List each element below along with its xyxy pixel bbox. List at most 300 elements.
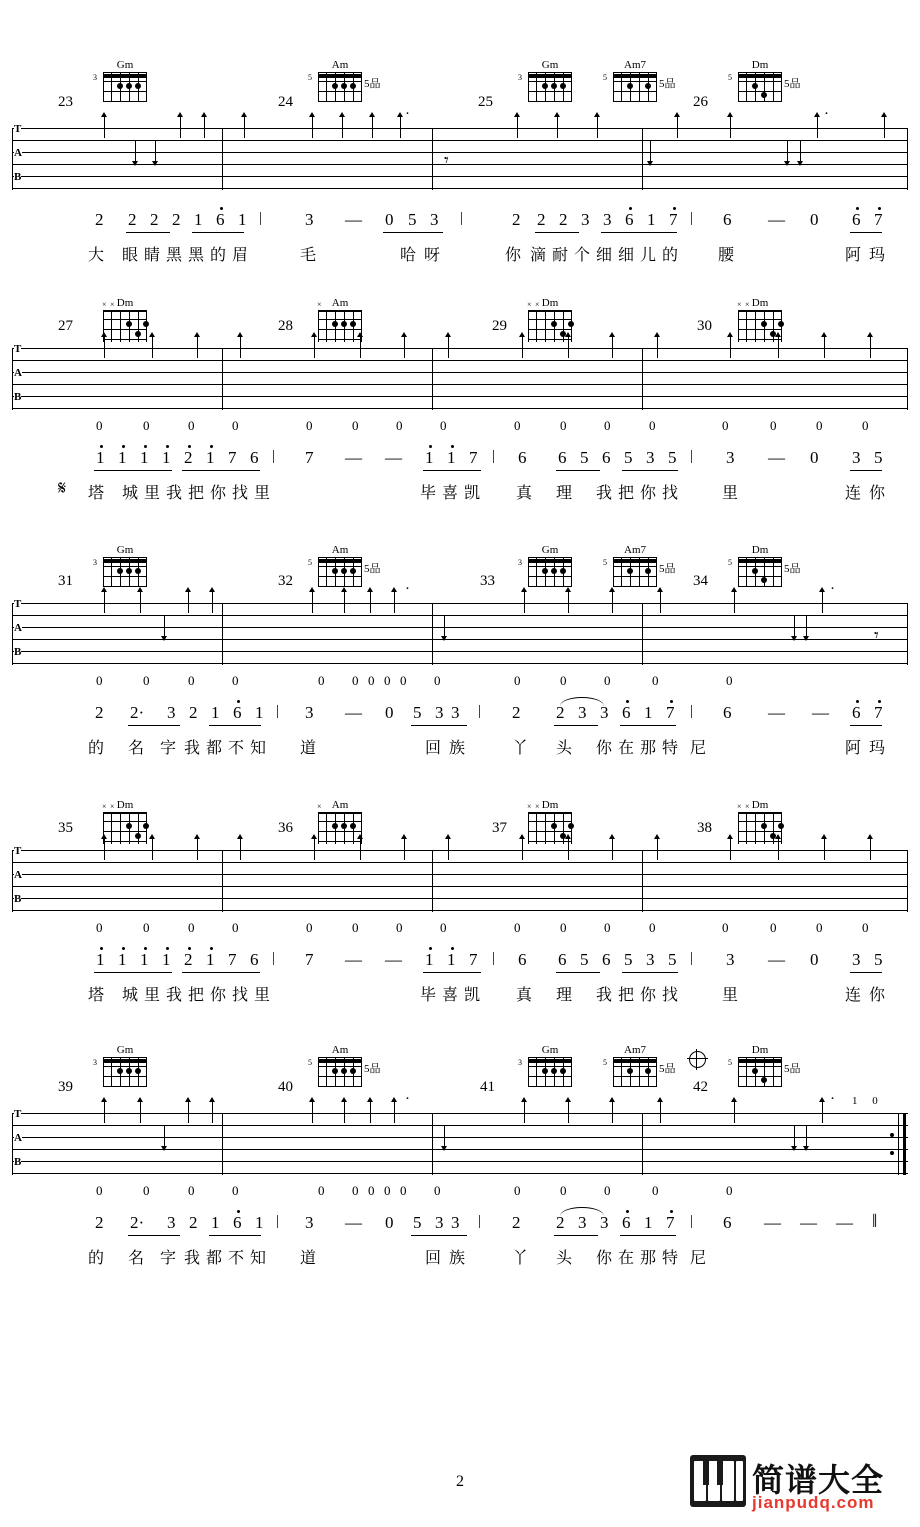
page-number: 2 <box>456 1473 464 1490</box>
dot-marking: · <box>830 1091 835 1107</box>
number-notation-row <box>0 703 920 729</box>
fret-digit: 0 <box>96 673 103 688</box>
lyric: 塔 <box>88 485 105 502</box>
note: 1 <box>140 448 149 467</box>
note: 6 <box>250 950 259 969</box>
strum-down-arrow <box>806 615 807 637</box>
note: 2· <box>130 1213 145 1232</box>
note: 3 <box>167 1213 176 1232</box>
lyric: 在 <box>618 740 635 757</box>
site-logo <box>690 1455 906 1513</box>
strum-up-arrow <box>404 336 405 358</box>
barline: | <box>492 448 496 464</box>
strum-down-arrow <box>444 615 445 637</box>
barline: | <box>276 1213 280 1229</box>
chord-grid <box>93 1057 147 1087</box>
note: 2 <box>95 703 104 722</box>
fret-digit: 0 <box>770 418 777 433</box>
measure-number: 30 <box>697 318 712 334</box>
lyric: 阿 <box>845 740 862 757</box>
tab-staff <box>12 343 908 410</box>
strum-up-arrow <box>140 591 141 613</box>
strum-up-arrow <box>822 1101 823 1123</box>
strum-down-arrow <box>650 140 651 162</box>
note: 6 <box>250 448 259 467</box>
lyric: 知 <box>250 1250 267 1267</box>
fret-number: 5 <box>308 1058 312 1067</box>
note: 2 <box>512 210 521 229</box>
chord-grid: × × <box>103 812 147 842</box>
measure-number: 34 <box>693 573 708 589</box>
lyric: 找 <box>232 485 249 502</box>
strum-up-arrow <box>817 116 818 138</box>
strum-up-arrow <box>568 591 569 613</box>
lyric: 都 <box>206 1250 223 1267</box>
strum-down-arrow <box>806 1125 807 1147</box>
chord-diagram <box>520 60 580 102</box>
strum-up-arrow <box>212 1101 213 1123</box>
fret-number: 5 <box>308 73 312 82</box>
strum-up-arrow <box>824 336 825 358</box>
lyric: 名 <box>128 740 145 757</box>
strum-up-arrow <box>344 591 345 613</box>
note: 5 <box>668 950 677 969</box>
fret-digit: 0 <box>306 920 313 935</box>
fret-number: 3 <box>93 558 97 567</box>
piano-icon <box>690 1455 746 1507</box>
measure-number: 25 <box>478 94 493 110</box>
lyric-row <box>0 242 920 268</box>
note: — <box>345 950 362 969</box>
lyric: 头 <box>556 740 573 757</box>
note: 3 <box>167 703 176 722</box>
strum-down-arrow <box>800 140 801 162</box>
strum-up-arrow <box>522 838 523 860</box>
note: 1 <box>206 448 215 467</box>
note: — <box>812 703 829 722</box>
chord-suffix: 5品 <box>784 1063 801 1075</box>
note: 2 <box>128 210 137 229</box>
lyric: 字 <box>160 1250 177 1267</box>
barline: | <box>272 950 276 966</box>
note: 7 <box>874 210 883 229</box>
chord-name: Am <box>331 799 349 811</box>
lyric: 玛 <box>869 247 886 264</box>
tab-letter-b: B <box>14 893 22 905</box>
strum-up-arrow <box>568 1101 569 1123</box>
note: 1 <box>647 210 656 229</box>
chord-grid <box>308 557 381 587</box>
fret-digit: 0 <box>143 673 150 688</box>
note: 1 <box>644 1213 653 1232</box>
fret-digit: 0 <box>318 1183 325 1198</box>
measure-number: 29 <box>492 318 507 334</box>
measure-number: 39 <box>58 1079 73 1095</box>
note: 3 <box>852 950 861 969</box>
fret-digit: 0 <box>188 673 195 688</box>
lyric: 把 <box>188 987 205 1004</box>
note: 5 <box>624 448 633 467</box>
barline: | <box>272 448 276 464</box>
chord-grid <box>728 72 801 102</box>
lyric: 我 <box>166 987 183 1004</box>
strum-up-arrow <box>660 591 661 613</box>
lyric: 的 <box>88 740 105 757</box>
note: 1 <box>162 950 171 969</box>
lyric: 头 <box>556 1250 573 1267</box>
strum-up-arrow <box>104 838 105 860</box>
note: — <box>800 1213 817 1232</box>
note: 6 <box>602 950 611 969</box>
lyric: 你 <box>640 485 657 502</box>
lyric: 尼 <box>690 1250 707 1267</box>
lyric: 特 <box>662 1250 679 1267</box>
strum-up-arrow <box>197 838 198 860</box>
strum-down-arrow <box>444 1125 445 1147</box>
note: 1 <box>644 703 653 722</box>
strum-up-arrow <box>870 336 871 358</box>
fret-digit: 0 <box>514 418 521 433</box>
strum-up-arrow <box>612 336 613 358</box>
fret-digit: 0 <box>722 418 729 433</box>
dot-marking: · <box>405 1091 410 1107</box>
fret-digit: 0 <box>604 673 611 688</box>
lyric: 把 <box>188 485 205 502</box>
lyric: 个 <box>574 247 591 264</box>
lyric-row <box>0 735 920 761</box>
lyric: 我 <box>166 485 183 502</box>
fret-digit: 0 <box>722 920 729 935</box>
fret-digit: 0 <box>770 920 777 935</box>
lyric: 回 <box>425 1250 442 1267</box>
barline: | <box>259 210 263 226</box>
fret-digit: 0 <box>352 418 359 433</box>
strum-down-arrow <box>164 615 165 637</box>
chord-suffix: 5品 <box>659 1063 676 1075</box>
lyric: 我 <box>596 485 613 502</box>
note: — <box>836 1213 853 1232</box>
strum-up-arrow <box>660 1101 661 1123</box>
note: 6 <box>518 950 527 969</box>
chord-suffix: 5品 <box>364 563 381 575</box>
note: 1 <box>238 210 247 229</box>
lyric: 睛 <box>144 247 161 264</box>
strum-down-arrow <box>787 140 788 162</box>
chord-diagram <box>308 544 381 587</box>
lyric: 把 <box>618 987 635 1004</box>
note: 0 <box>385 703 394 722</box>
barline: | <box>460 210 464 226</box>
note: 1 <box>447 448 456 467</box>
note: 2 <box>150 210 159 229</box>
chord-name: Dm <box>116 297 134 309</box>
strum-up-arrow <box>140 1101 141 1123</box>
chord-diagram <box>728 544 801 587</box>
chord-grid <box>518 557 572 587</box>
fret-digit: 0 <box>440 920 447 935</box>
strum-down-arrow <box>135 140 136 162</box>
fret-digit: 0 <box>384 1183 391 1198</box>
fret-digit: 0 <box>143 1183 150 1198</box>
lyric: 名 <box>128 1250 145 1267</box>
lyric: 城 <box>122 485 139 502</box>
lyric: 耐 <box>552 247 569 264</box>
note: — <box>764 1213 781 1232</box>
strum-up-arrow <box>730 116 731 138</box>
note: 1 <box>118 448 127 467</box>
note: 6 <box>602 448 611 467</box>
note: 0 <box>810 210 819 229</box>
chord-diagram <box>603 544 676 587</box>
tab-letter-b: B <box>14 1156 22 1168</box>
chord-name: Am7 <box>624 544 646 556</box>
chord-diagram <box>95 60 155 102</box>
lyric: 呀 <box>424 247 441 264</box>
chord-diagram <box>603 59 676 102</box>
chord-grid: × × <box>103 310 147 340</box>
note: 7 <box>669 210 678 229</box>
barline: | <box>690 703 694 719</box>
measure-number: 26 <box>693 94 708 110</box>
note: 5 <box>408 210 417 229</box>
strum-up-arrow <box>557 116 558 138</box>
fret-digit: 0 <box>143 920 150 935</box>
lyric: 喜 <box>442 987 459 1004</box>
note: — <box>768 448 785 467</box>
fret-number: 5 <box>728 1058 732 1067</box>
note: 1 <box>206 950 215 969</box>
note: — <box>768 703 785 722</box>
fret-digit: 0 <box>96 1183 103 1198</box>
number-notation-row <box>0 210 920 236</box>
repeat-sign: ‖ <box>872 1211 878 1232</box>
lyric: 理 <box>556 987 573 1004</box>
tab-letter-a: A <box>14 1132 22 1144</box>
barline: | <box>690 950 694 966</box>
note: 7 <box>666 703 675 722</box>
chord-name: Gm <box>116 59 134 71</box>
note: 7 <box>874 703 883 722</box>
chord-name: Am <box>331 59 349 71</box>
note: 2 <box>95 210 104 229</box>
chord-diagram <box>728 1044 801 1087</box>
lyric: 阿 <box>845 247 862 264</box>
repeat-dot <box>890 1133 894 1137</box>
lyric: 你 <box>210 987 227 1004</box>
lyric: 喜 <box>442 485 459 502</box>
chord-name: Gm <box>541 1044 559 1056</box>
measure-number: 23 <box>58 94 73 110</box>
note: 2 <box>559 210 568 229</box>
note: 0 <box>385 210 394 229</box>
strum-up-arrow <box>370 591 371 613</box>
strum-up-arrow <box>104 1101 105 1123</box>
note: 7 <box>469 950 478 969</box>
note: 2 <box>556 1213 565 1232</box>
fret-number: 3 <box>518 558 522 567</box>
note: — <box>345 703 362 722</box>
strum-up-arrow <box>204 116 205 138</box>
strum-up-arrow <box>657 336 658 358</box>
tab-letter-t: T <box>14 1108 22 1120</box>
lyric-row <box>0 480 920 506</box>
note: 2 <box>189 1213 198 1232</box>
measure-number: 36 <box>278 820 293 836</box>
chord-name: Am7 <box>624 1044 646 1056</box>
chord-diagram <box>603 1044 676 1087</box>
note: 5 <box>874 950 883 969</box>
fret-digit: 0 <box>816 418 823 433</box>
tab-fret-row <box>0 673 920 699</box>
note: 6 <box>233 703 242 722</box>
note: 5 <box>413 1213 422 1232</box>
note: 3 <box>852 448 861 467</box>
note: 3 <box>646 950 655 969</box>
note: 7 <box>305 448 314 467</box>
chord-name: Dm <box>751 1044 769 1056</box>
fret-number: 3 <box>518 1058 522 1067</box>
chord-grid <box>518 1057 572 1087</box>
fret-digit: 0 <box>352 673 359 688</box>
note: 2 <box>556 703 565 722</box>
strum-up-arrow <box>568 336 569 358</box>
note: 5 <box>580 950 589 969</box>
lyric: 毕 <box>420 987 437 1004</box>
tab-fret-row <box>0 418 920 444</box>
measure-number: 24 <box>278 94 293 110</box>
fret-digit: 0 <box>726 1183 733 1198</box>
note: 1 <box>140 950 149 969</box>
chord-grid <box>308 1057 381 1087</box>
note: 3 <box>305 210 314 229</box>
lyric: 你 <box>596 1250 613 1267</box>
repeat-barline-thick <box>903 1113 906 1175</box>
note: 1 <box>96 448 105 467</box>
fret-digit: 0 <box>96 920 103 935</box>
note: 1 <box>447 950 456 969</box>
strum-up-arrow <box>448 838 449 860</box>
chord-diagram <box>95 1045 155 1087</box>
note: — <box>385 448 402 467</box>
strum-down-arrow <box>164 1125 165 1147</box>
note: 7 <box>228 950 237 969</box>
note: 5 <box>413 703 422 722</box>
note: 0 <box>385 1213 394 1232</box>
note: 0 <box>810 448 819 467</box>
strum-up-arrow <box>400 116 401 138</box>
fret-digit: 0 <box>352 920 359 935</box>
lyric: 我 <box>184 740 201 757</box>
fret-number: 5 <box>603 558 607 567</box>
lyric: 玛 <box>869 740 886 757</box>
strum-up-arrow <box>180 116 181 138</box>
fret-number: 5 <box>603 1058 607 1067</box>
lyric: 哈 <box>400 247 417 264</box>
chord-grid <box>93 557 147 587</box>
fret-digit: 0 <box>400 1183 407 1198</box>
strum-up-arrow <box>568 838 569 860</box>
strum-up-arrow <box>394 591 395 613</box>
fret-digit: 0 <box>352 1183 359 1198</box>
note: 6 <box>216 210 225 229</box>
strum-up-arrow <box>244 116 245 138</box>
strum-up-arrow <box>188 591 189 613</box>
fret-digit: 0 <box>604 1183 611 1198</box>
chord-grid: × × <box>528 812 572 842</box>
note: 1 <box>118 950 127 969</box>
note: 6 <box>625 210 634 229</box>
fret-digit: 0 <box>560 673 567 688</box>
note: — <box>768 210 785 229</box>
strum-up-arrow <box>104 116 105 138</box>
dot-marking: · <box>405 106 410 122</box>
fret-number: 5 <box>728 558 732 567</box>
note: 1 <box>255 1213 264 1232</box>
strum-up-arrow <box>314 838 315 860</box>
fret-digit: 0 <box>604 920 611 935</box>
lyric: 里 <box>144 485 161 502</box>
note: 3 <box>578 703 587 722</box>
tab-letter-b: B <box>14 171 22 183</box>
barline: | <box>690 448 694 464</box>
number-notation-row <box>0 448 920 474</box>
note: 1 <box>194 210 203 229</box>
lyric: 回 <box>425 740 442 757</box>
lyric: 凯 <box>464 987 481 1004</box>
lyric: 的 <box>662 247 679 264</box>
lyric: 里 <box>254 485 271 502</box>
lyric: 城 <box>122 987 139 1004</box>
note: 3 <box>435 703 444 722</box>
rest-symbol: 𝄾 <box>874 625 879 645</box>
chord-name: Dm <box>751 297 769 309</box>
measure-number: 35 <box>58 820 73 836</box>
fret-digit: 0 <box>514 1183 521 1198</box>
note: 3 <box>435 1213 444 1232</box>
note: 3 <box>600 703 609 722</box>
chord-suffix: 5品 <box>659 563 676 575</box>
lyric: 眼 <box>122 247 139 264</box>
lyric: 把 <box>618 485 635 502</box>
lyric: 族 <box>449 1250 466 1267</box>
note: 1 <box>425 950 434 969</box>
strum-down-arrow <box>794 615 795 637</box>
fret-number: 5 <box>728 73 732 82</box>
strum-up-arrow <box>394 1101 395 1123</box>
strum-up-arrow <box>730 838 731 860</box>
lyric: 知 <box>250 740 267 757</box>
note: 2 <box>189 703 198 722</box>
note: 7 <box>469 448 478 467</box>
measure-number: 38 <box>697 820 712 836</box>
fret-digit: 0 <box>560 1183 567 1198</box>
lyric: 连 <box>845 987 862 1004</box>
lyric: 里 <box>722 485 739 502</box>
note: 3 <box>581 210 590 229</box>
strum-up-arrow <box>370 1101 371 1123</box>
lyric: 毛 <box>300 247 317 264</box>
barline: | <box>690 210 694 226</box>
fret-digit: 0 <box>396 418 403 433</box>
fret-digit: 0 <box>306 418 313 433</box>
note: 1 <box>425 448 434 467</box>
fret-digit: 0 <box>143 418 150 433</box>
note: 1 <box>211 703 220 722</box>
fret-number: 3 <box>518 73 522 82</box>
lyric: 里 <box>254 987 271 1004</box>
fret-digit: 0 <box>604 418 611 433</box>
chord-diagram <box>95 545 155 587</box>
